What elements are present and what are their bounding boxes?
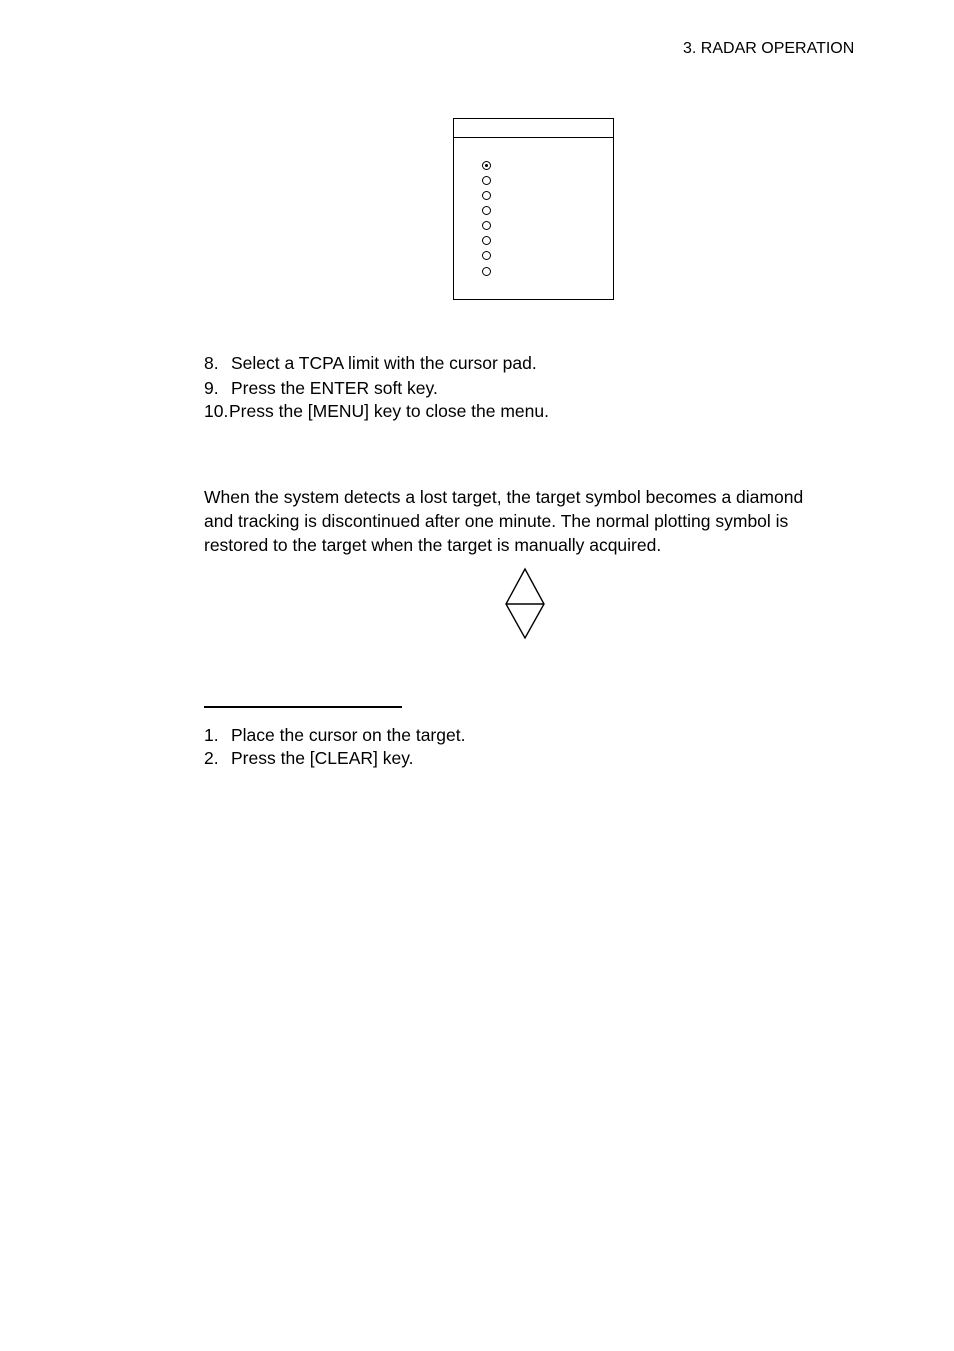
radio-option-8[interactable] xyxy=(482,267,491,276)
radio-option-1[interactable] xyxy=(482,161,491,170)
paragraph-line: restored to the target when the target is manually acquired. xyxy=(204,535,662,555)
lost-target-diamond-icon xyxy=(503,566,549,642)
step-text: Press the [CLEAR] key. xyxy=(231,748,414,768)
tcpa-menu-window xyxy=(453,118,614,300)
step-9 xyxy=(204,377,438,399)
step-text: Press the ENTER soft key. xyxy=(231,378,438,398)
step-1 xyxy=(204,724,465,746)
lost-target-paragraph xyxy=(204,485,844,557)
step-text: Press the [MENU] key to close the menu. xyxy=(229,401,549,421)
step-number: 8. xyxy=(204,353,219,373)
step-8 xyxy=(204,352,537,374)
menu-title-bar xyxy=(454,119,613,138)
step-number: 2. xyxy=(204,748,219,768)
radio-option-4[interactable] xyxy=(482,206,491,215)
step-number: 9. xyxy=(204,378,219,398)
radio-option-5[interactable] xyxy=(482,221,491,230)
radio-option-2[interactable] xyxy=(482,176,491,185)
step-10 xyxy=(204,400,549,422)
step-number: 10. xyxy=(204,401,229,421)
step-text: Place the cursor on the target. xyxy=(231,725,466,745)
radio-option-3[interactable] xyxy=(482,191,491,200)
paragraph-line: and tracking is discontinued after one minute. The normal plotting symbol is xyxy=(204,511,789,531)
step-2 xyxy=(204,747,414,769)
step-number: 1. xyxy=(204,725,219,745)
paragraph-line: When the system detects a lost target, the target symbol becomes a diamond xyxy=(204,487,804,507)
step-text: Select a TCPA limit with the cursor pad. xyxy=(231,353,537,373)
radio-option-7[interactable] xyxy=(482,251,491,260)
heading-underline xyxy=(204,706,402,708)
radio-option-6[interactable] xyxy=(482,236,491,245)
section-header: 3. RADAR OPERATION xyxy=(683,40,855,57)
